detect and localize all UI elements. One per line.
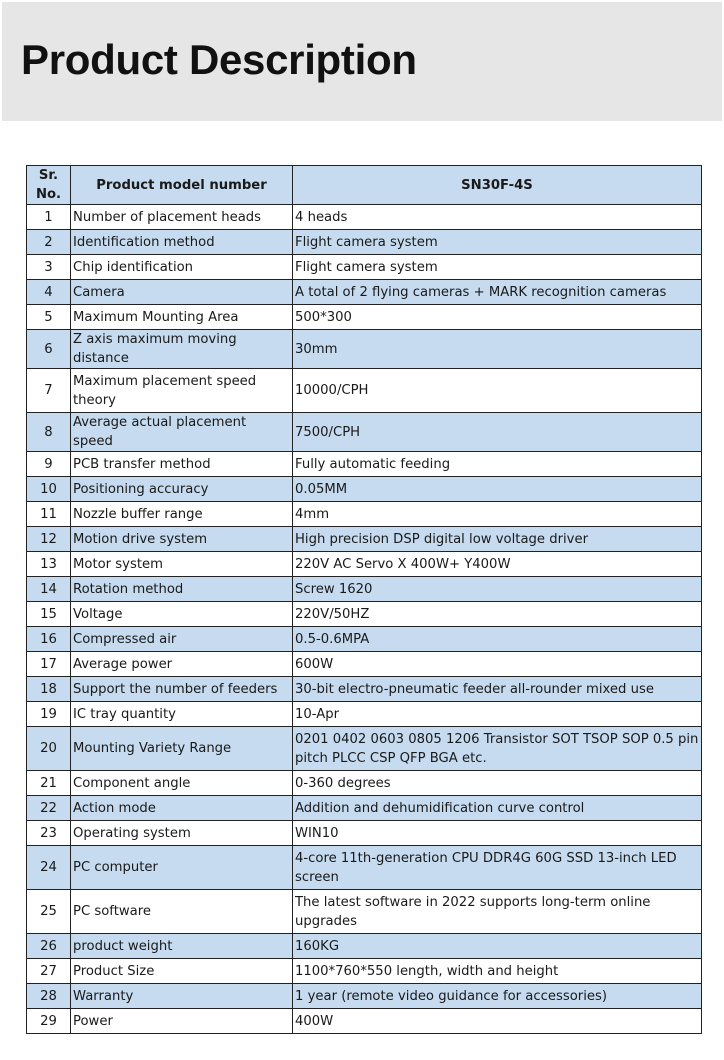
table-row (27, 771, 702, 796)
row-label: Average actual placement speed (71, 413, 293, 452)
row-number: 8 (27, 413, 71, 452)
row-value: 1 year (remote video guidance for accessories) (293, 984, 702, 1009)
table-row (27, 477, 702, 502)
row-number: 4 (27, 280, 71, 305)
row-value: 30-bit electro-pneumatic feeder all-rounder mixed use (293, 677, 702, 702)
table-row (27, 1009, 702, 1034)
header-sr-no: Sr. No. (27, 166, 71, 205)
row-label: Operating system (71, 821, 293, 846)
row-label: product weight (71, 934, 293, 959)
table-row (27, 984, 702, 1009)
row-number: 13 (27, 552, 71, 577)
row-value: The latest software in 2022 supports long-term online upgrades (293, 890, 702, 934)
spec-table (26, 165, 702, 1034)
row-label: Compressed air (71, 627, 293, 652)
table-row (27, 702, 702, 727)
row-value: 0.05MM (293, 477, 702, 502)
header-model-label: Product model number (71, 166, 293, 205)
spec-table-body (27, 205, 702, 1034)
row-number: 1 (27, 205, 71, 230)
row-number: 14 (27, 577, 71, 602)
row-number: 16 (27, 627, 71, 652)
table-row (27, 627, 702, 652)
row-label: Power (71, 1009, 293, 1034)
row-number: 28 (27, 984, 71, 1009)
row-number: 17 (27, 652, 71, 677)
row-number: 15 (27, 602, 71, 627)
row-value: WIN10 (293, 821, 702, 846)
row-number: 27 (27, 959, 71, 984)
table-row (27, 577, 702, 602)
row-value: Fully automatic feeding (293, 452, 702, 477)
row-number: 21 (27, 771, 71, 796)
row-number: 11 (27, 502, 71, 527)
row-number: 24 (27, 846, 71, 890)
table-row (27, 502, 702, 527)
row-label: Product Size (71, 959, 293, 984)
table-row (27, 330, 702, 369)
row-value: 4 heads (293, 205, 702, 230)
table-row (27, 552, 702, 577)
row-number: 26 (27, 934, 71, 959)
row-label: Nozzle buffer range (71, 502, 293, 527)
row-label: Camera (71, 280, 293, 305)
row-value: 0-360 degrees (293, 771, 702, 796)
row-value: Flight camera system (293, 230, 702, 255)
row-value: 160KG (293, 934, 702, 959)
row-number: 6 (27, 330, 71, 369)
table-row (27, 652, 702, 677)
row-value: 500*300 (293, 305, 702, 330)
row-number: 10 (27, 477, 71, 502)
row-number: 2 (27, 230, 71, 255)
row-number: 19 (27, 702, 71, 727)
row-label: Motor system (71, 552, 293, 577)
page-title: Product Description (21, 36, 417, 83)
row-value: 0201 0402 0603 0805 1206 Transistor SOT TSOP SOP 0.5 pin pitch PLCC CSP QFP BGA etc. (293, 727, 702, 771)
row-value: 4-core 11th-generation CPU DDR4G 60G SSD 13-inch LED screen (293, 846, 702, 890)
row-number: 29 (27, 1009, 71, 1034)
table-row (27, 890, 702, 934)
table-row (27, 205, 702, 230)
row-label: Voltage (71, 602, 293, 627)
row-value: 0.5-0.6MPA (293, 627, 702, 652)
row-value: 10000/CPH (293, 369, 702, 413)
row-label: Chip identification (71, 255, 293, 280)
row-value: 220V/50HZ (293, 602, 702, 627)
row-value: 600W (293, 652, 702, 677)
table-row (27, 280, 702, 305)
row-label: Action mode (71, 796, 293, 821)
row-value: Screw 1620 (293, 577, 702, 602)
row-number: 12 (27, 527, 71, 552)
row-value: 1100*760*550 length, width and height (293, 959, 702, 984)
row-value: A total of 2 flying cameras + MARK recognition cameras (293, 280, 702, 305)
row-label: PC software (71, 890, 293, 934)
row-label: Z axis maximum moving distance (71, 330, 293, 369)
row-label: Warranty (71, 984, 293, 1009)
table-row (27, 677, 702, 702)
row-number: 5 (27, 305, 71, 330)
row-label: Average power (71, 652, 293, 677)
table-row (27, 796, 702, 821)
row-value: Flight camera system (293, 255, 702, 280)
row-value: 30mm (293, 330, 702, 369)
row-value: 400W (293, 1009, 702, 1034)
row-label: Maximum placement speed theory (71, 369, 293, 413)
header-model-value: SN30F-4S (293, 166, 702, 205)
row-label: IC tray quantity (71, 702, 293, 727)
table-row (27, 369, 702, 413)
table-row (27, 452, 702, 477)
row-label: PC computer (71, 846, 293, 890)
table-row (27, 821, 702, 846)
row-value: 220V AC Servo X 400W+ Y400W (293, 552, 702, 577)
table-row (27, 413, 702, 452)
row-number: 23 (27, 821, 71, 846)
row-label: PCB transfer method (71, 452, 293, 477)
row-label: Number of placement heads (71, 205, 293, 230)
table-row (27, 230, 702, 255)
table-row (27, 602, 702, 627)
row-label: Support the number of feeders (71, 677, 293, 702)
table-row (27, 959, 702, 984)
row-number: 20 (27, 727, 71, 771)
row-value: 4mm (293, 502, 702, 527)
table-row (27, 934, 702, 959)
row-value: 10-Apr (293, 702, 702, 727)
row-label: Component angle (71, 771, 293, 796)
row-label: Positioning accuracy (71, 477, 293, 502)
table-row (27, 527, 702, 552)
table-row (27, 305, 702, 330)
row-value: Addition and dehumidification curve control (293, 796, 702, 821)
table-row (27, 255, 702, 280)
row-number: 18 (27, 677, 71, 702)
row-label: Motion drive system (71, 527, 293, 552)
table-header-row (27, 166, 702, 205)
row-label: Mounting Variety Range (71, 727, 293, 771)
row-label: Identification method (71, 230, 293, 255)
row-label: Maximum Mounting Area (71, 305, 293, 330)
row-label: Rotation method (71, 577, 293, 602)
row-number: 7 (27, 369, 71, 413)
row-number: 25 (27, 890, 71, 934)
row-number: 22 (27, 796, 71, 821)
row-number: 3 (27, 255, 71, 280)
row-value: 7500/CPH (293, 413, 702, 452)
row-value: High precision DSP digital low voltage driver (293, 527, 702, 552)
table-row (27, 846, 702, 890)
row-number: 9 (27, 452, 71, 477)
table-row (27, 727, 702, 771)
title-banner (2, 2, 722, 121)
